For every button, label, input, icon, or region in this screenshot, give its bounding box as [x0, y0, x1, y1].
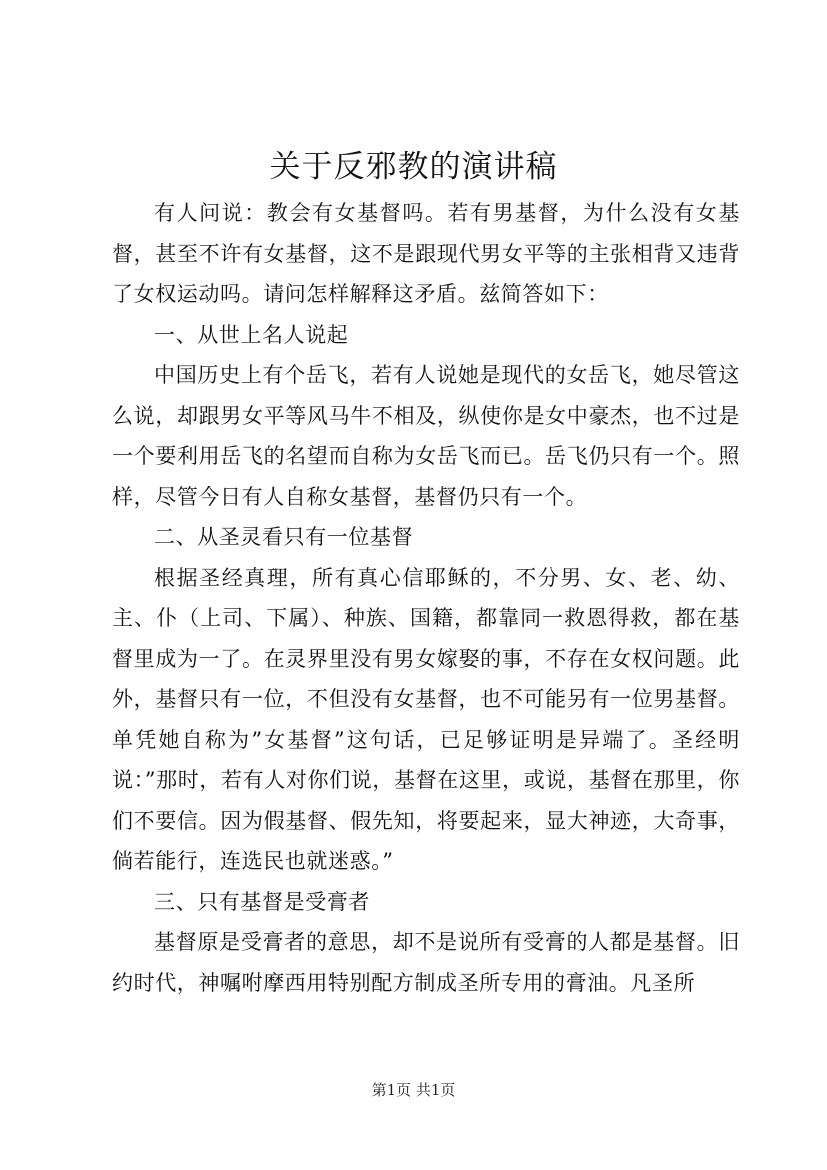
body-paragraph: 有人问说：教会有女基督吗。若有男基督，为什么没有女基督，甚至不许有女基督，这不是跟现代男女平等的主张相背又违背了女权运动吗。请问怎样解释这矛盾。兹简答如下： [112, 201, 740, 306]
document-body [112, 193, 740, 1003]
section-heading: 三、只有基督是受膏者 [154, 889, 370, 914]
body-paragraph: 中国历史上有个岳飞，若有人说她是现代的女岳飞，她尽管这么说，却跟男女平等风马牛不相及，纵使你是女中豪杰，也不过是一个要利用岳飞的名望而自称为女岳飞而已。岳飞仍只有一个。照样，尽管今日有人自称女基督，基督仍只有一个。 [112, 363, 740, 509]
body-paragraph: 根据圣经真理，所有真心信耶稣的，不分男、女、老、幼、主、仆（上司、下属）、种族、国籍，都靠同一救恩得救，都在基督里成为一了。在灵界里没有男女嫁娶的事，不存在女权问题。此外，基督只有一位，不但没有女基督，也不可能另有一位男基督。单凭她自称为”女基督”这句话，已足够证明是异端了。圣经明说：”那时，若有人对你们说，基督在这里，或说，基督在那里，你们不要信。因为假基督、假先知，将要起来，显大神迹，大奇事，倘若能行，连选民也就迷惑。” [112, 565, 740, 873]
body-paragraph: 基督原是受膏者的意思，却不是说所有受膏的人都是基督。旧约时代，神嘱咐摩西用特别配方制成圣所专用的膏油。凡圣所 [112, 930, 740, 995]
document-title: 关于反邪教的演讲稿 [269, 149, 558, 185]
section-heading: 一、从世上名人说起 [154, 322, 349, 347]
section-heading: 二、从圣灵看只有一位基督 [154, 525, 414, 549]
page-number-footer: 第1页 共1页 [371, 1081, 456, 1099]
